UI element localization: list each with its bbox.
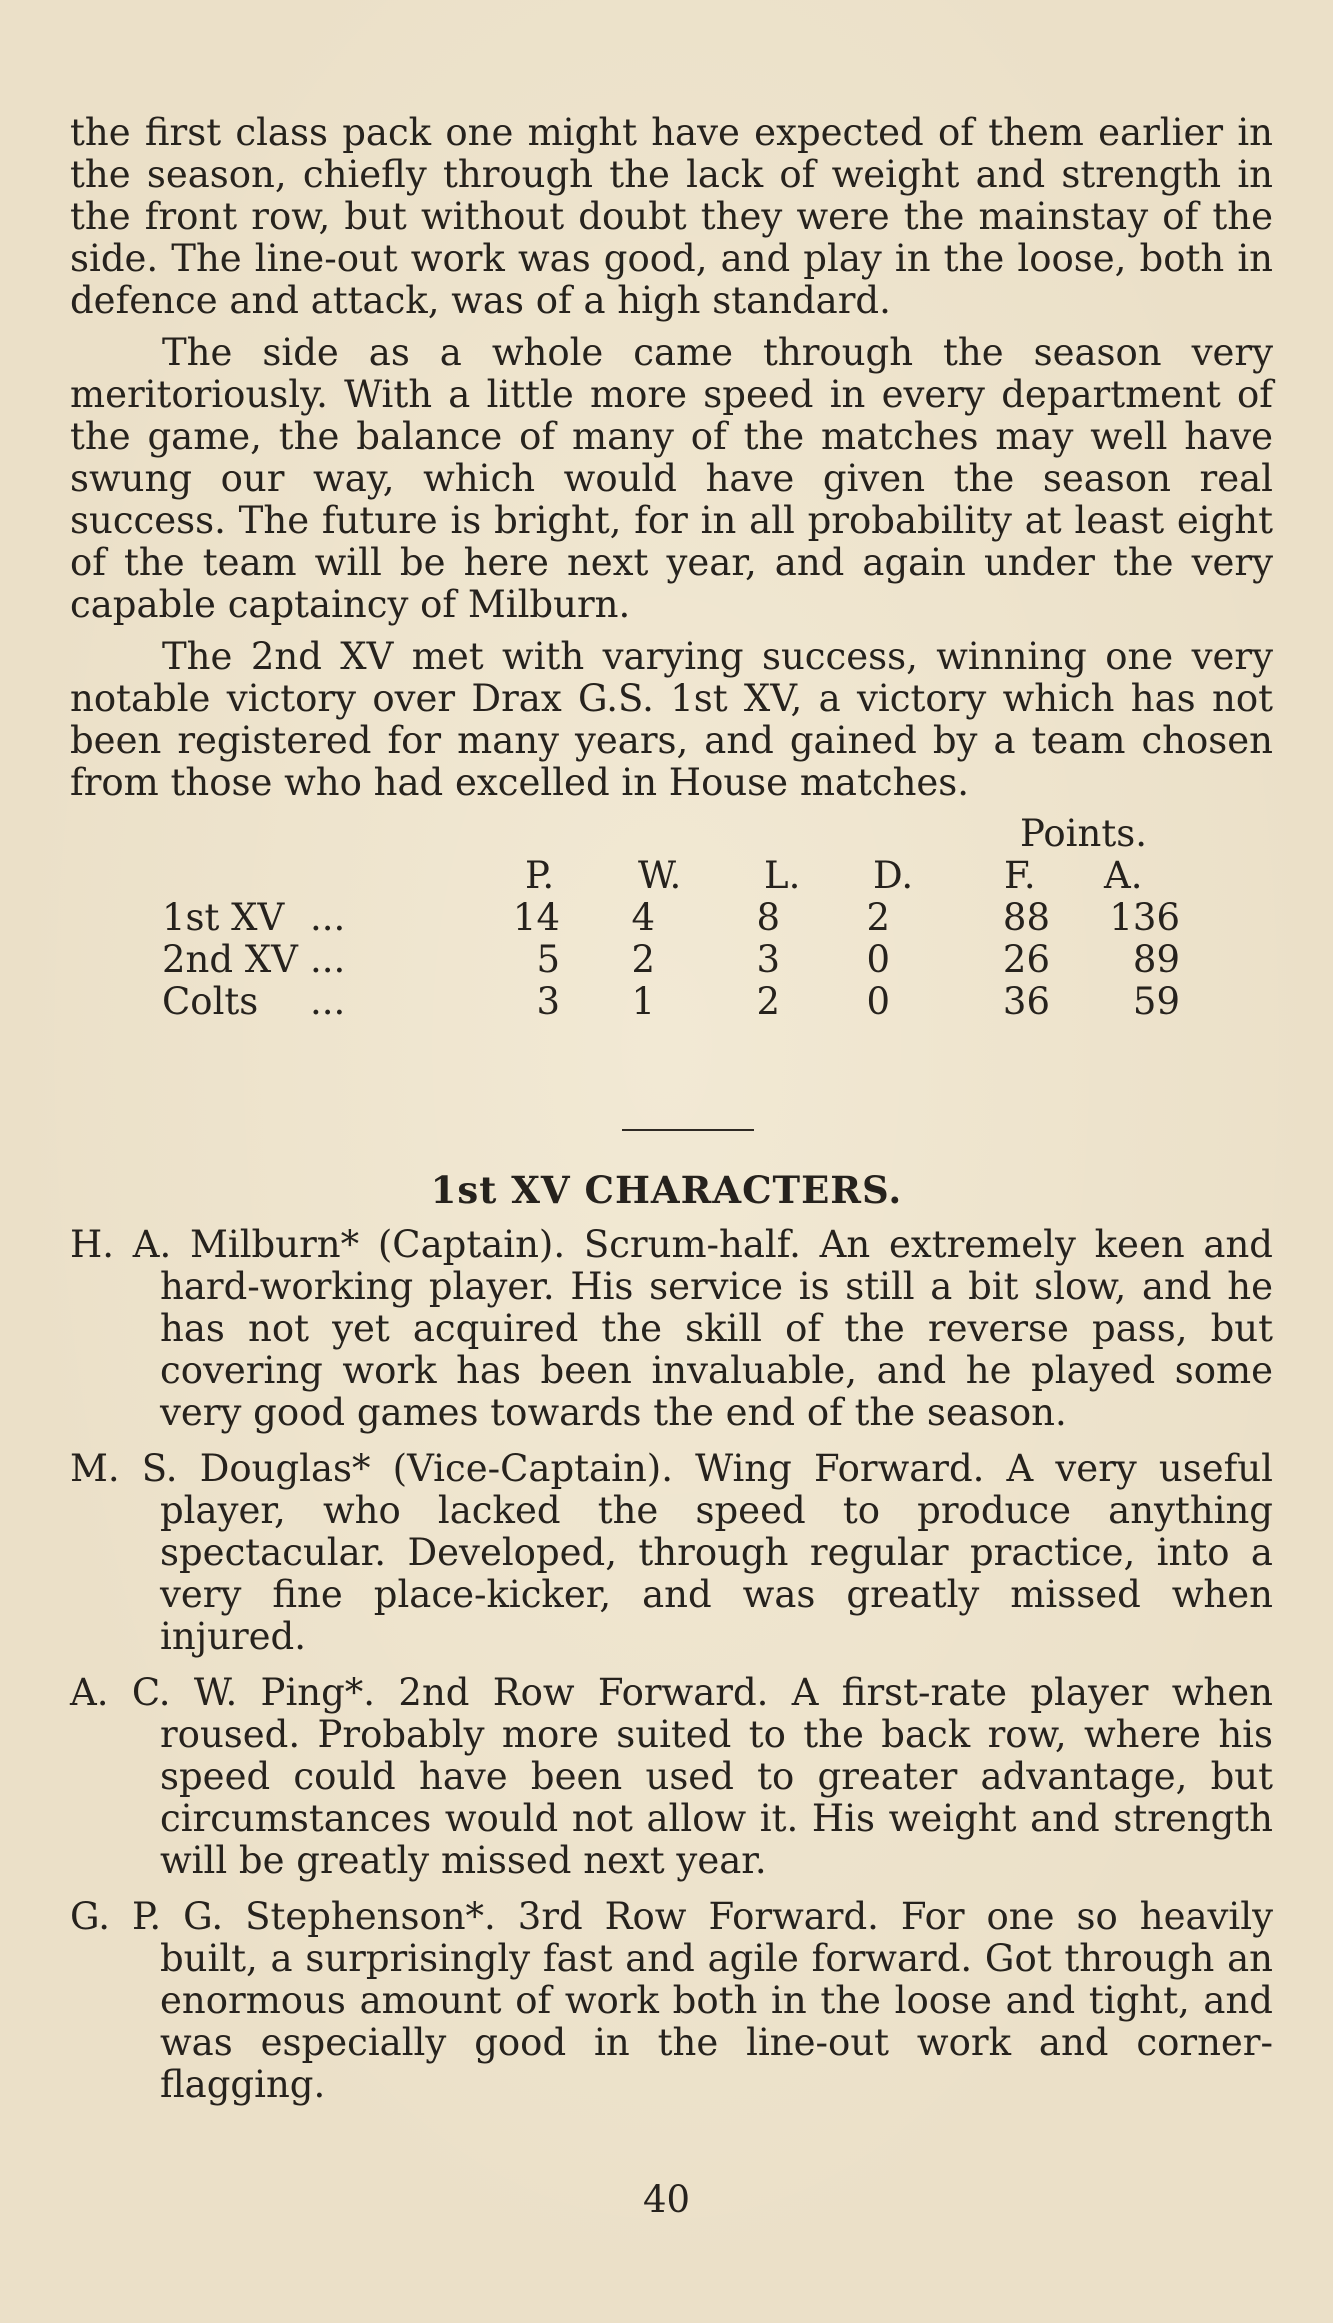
characters-heading: 1st XV CHARACTERS.: [430, 1168, 903, 1212]
paragraph-second-xv: The 2nd XV met with varying success, winning one very notable victory over Drax G.S. 1st XV, a victory which has not been registered for many years, and gained by a team chosen from those who had excelled in House matches.: [70, 635, 1273, 804]
table-cell-against: 59: [1132, 980, 1180, 1023]
section-divider: [622, 1129, 754, 1131]
character-entry-ping: A. C. W. Ping*. 2nd Row Forward. A first-rate player when roused. Probably more suited to the back row, where his speed could have been used to greater advantage, but circumstances would not allow it. His weight and strength will be greatly missed next year.: [70, 1671, 1273, 1882]
table-cell-lost: 8: [756, 896, 780, 939]
points-header: Points.: [1020, 812, 1147, 855]
table-row-dots: ...: [310, 896, 346, 939]
table-cell-against: 89: [1132, 938, 1180, 981]
table-cell-lost: 2: [756, 980, 780, 1023]
table-row-dots: ...: [310, 938, 346, 981]
table-row-team: Colts: [162, 980, 259, 1023]
table-cell-won: 2: [631, 938, 655, 981]
table-cell-drawn: 2: [866, 896, 890, 939]
character-entry-douglas: M. S. Douglas* (Vice-Captain). Wing Forward. A very useful player, who lacked the speed to produce anything spectacular. Developed, through regular practice, into a very fine place-kicker, and was greatly missed when injured.: [70, 1447, 1273, 1658]
table-row-dots: ...: [310, 980, 346, 1023]
table-cell-played: 3: [536, 980, 560, 1023]
table-row-team: 2nd XV: [162, 938, 298, 981]
table-cell-for: 88: [1002, 896, 1050, 939]
table-cell-played: 14: [512, 896, 560, 939]
table-cell-played: 5: [536, 938, 560, 981]
table-cell-drawn: 0: [866, 980, 890, 1023]
table-row-team: 1st XV: [162, 896, 285, 939]
character-entry-milburn: H. A. Milburn* (Captain). Scrum-half. An extremely keen and hard-working player. His service is still a bit slow, and he has not yet acquired the skill of the reverse pass, but covering work has been invaluable, and he played some very good games towards the end of the season.: [70, 1223, 1273, 1434]
column-header-lost: L.: [764, 854, 801, 897]
column-header-drawn: D.: [873, 854, 914, 897]
page-number: 40: [642, 2178, 691, 2221]
table-cell-for: 36: [1002, 980, 1050, 1023]
character-entry-stephenson: G. P. G. Stephenson*. 3rd Row Forward. For one so heavily built, a surprisingly fast and agile forward. Got through an enormous amount of work both in the loose and tight, and was especially good in the line-out work and corner-flagging.: [70, 1895, 1273, 2106]
paragraph-pack-summary: the first class pack one might have expected of them earlier in the season, chiefly through the lack of weight and strength in the front row, but without doubt they were the mainstay of the side. The line-out work was good, and play in the loose, both in defence and attack, was of a high standard.: [70, 111, 1273, 322]
column-header-won: W.: [638, 854, 682, 897]
table-cell-won: 1: [631, 980, 655, 1023]
table-cell-for: 26: [1002, 938, 1050, 981]
characters-list: [70, 1224, 1273, 2120]
column-header-played: P.: [525, 854, 555, 897]
column-header-against: A.: [1104, 854, 1143, 897]
paragraph-season-summary: The side as a whole came through the season very meritoriously. With a little more speed in every department of the game, the balance of many of the matches may well have swung our way, which would have given the season real success. The future is bright, for in all probability at least eight of the team will be here next year, and again under the very capable captaincy of Milburn.: [70, 331, 1273, 626]
table-cell-won: 4: [631, 896, 655, 939]
results-table: [70, 812, 1273, 1022]
table-cell-lost: 3: [756, 938, 780, 981]
table-cell-drawn: 0: [866, 938, 890, 981]
column-header-for: F.: [1004, 854, 1036, 897]
table-cell-against: 136: [1109, 896, 1180, 939]
